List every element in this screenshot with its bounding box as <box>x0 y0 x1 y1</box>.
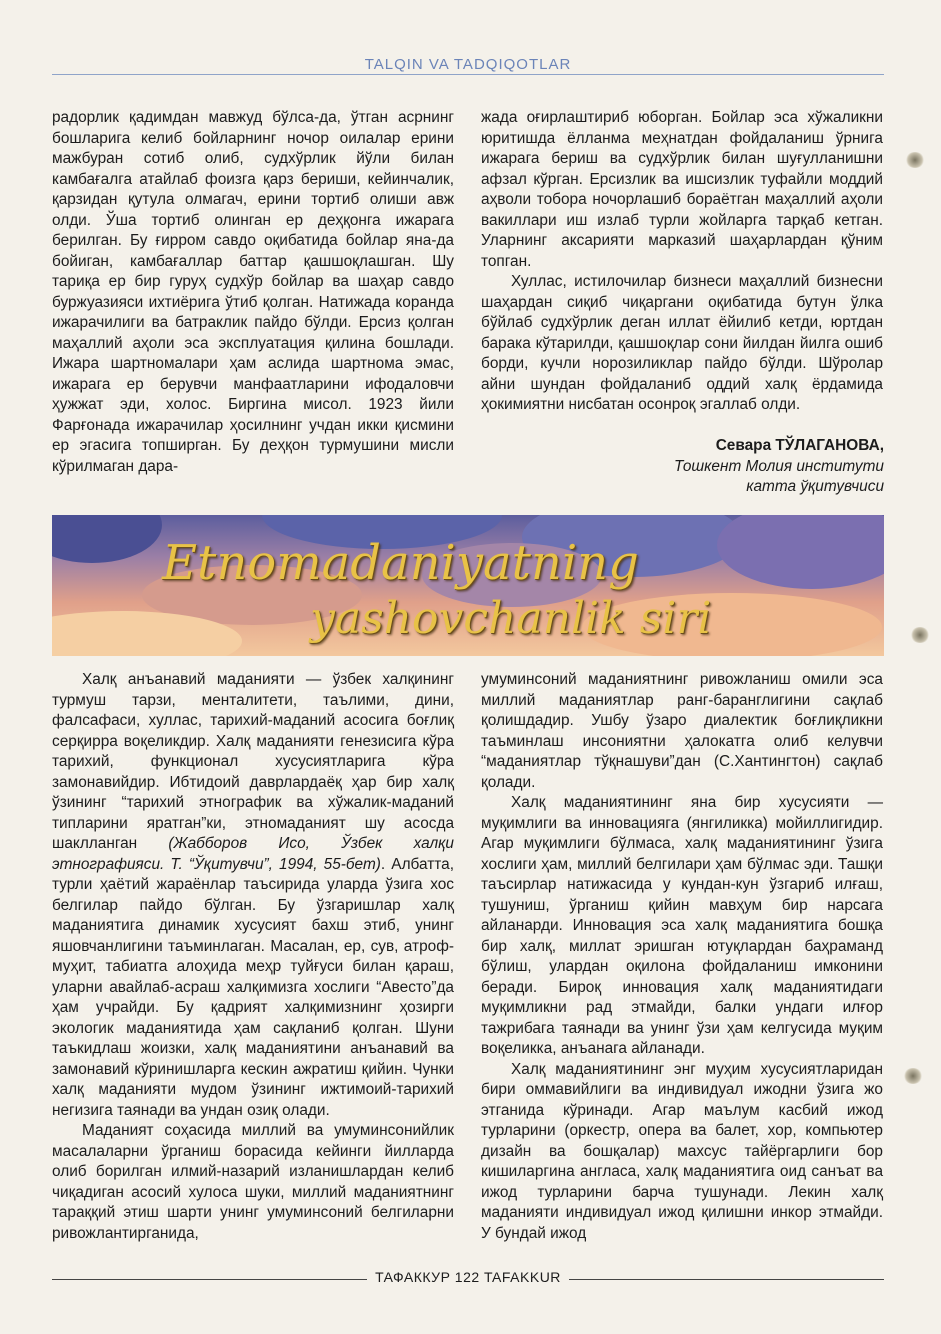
top-left-column <box>52 108 454 477</box>
header-title: TALQIN VA TADQIQOTLAR <box>357 56 580 73</box>
author-position: катта ўқитувчиси <box>746 478 884 495</box>
footer-label: ТАФАККУР 122 TAFAKKUR <box>367 1269 569 1285</box>
bottom-left-column <box>52 670 454 1244</box>
banner-title-line-1: Etnomadaniyatning <box>162 535 639 591</box>
article-title-banner <box>52 515 884 656</box>
header-rule <box>52 74 884 75</box>
paragraph: умуминсоний маданиятнинг ривожланиш омили эса миллий маданиятлар ранг-баранглигини сақлаб қолишдадир. Ушбу ўзаро диалектик боғлиқликни таъминлаш инсониятни ҳалокатга олиб келувчи “маданиятлар тўқнашуви”дан (С.Хантингтон) сақлаб қолади. <box>481 671 883 791</box>
binder-hole-icon <box>910 627 930 643</box>
paragraph-text: . Албатта, турли ҳаётий жараёнлар таъсирида уларда ўзига хос белгилар пайдо бўлган. Бу ўзгаришлар халқ маданиятига динамик хусусият бахш этиб, унинг яшовчанлигини таъминлаган. Масалан, ер, сув, атроф-муҳит, табиатга алоҳида меҳр туйғуси билан қараш, уларни авайлаб-асраш халқимизга хослиги “Авесто”да ҳам учрайди. Бу қадрият халқимизнинг ҳозирги экологик маданиятида ҳам сақланиб қолган. Шуни таъкидлаш жоизки, халқ маданиятини анъанавий ва замонавий кўринишларга кескин ажратиш қийин. Чунки халқ маданияти мудом ўзининг ижтимоий-тарихий негизига таянади ва ундан озиқ олади. <box>52 855 454 1119</box>
bottom-right-column <box>481 670 883 1244</box>
paragraph: Маданият соҳасида миллий ва умуминсонийлик масалаларни ўрганиш борасида кейинги йилларда олиб борилган илмий-назарий изланишлардан келиб чиқадиган асосий хулоса шуки, миллий маданиятнинг тараққий этиш шарти унинг умуминсоний белгиларни ривожлантирганида, <box>52 1122 454 1242</box>
top-right-column <box>481 108 883 416</box>
banner-title-line-2: yashovchanlik siri <box>310 593 712 644</box>
paragraph <box>52 670 454 1121</box>
binder-hole-icon <box>905 152 925 168</box>
paragraph: Халқ маданиятининг яна бир хусусияти — муқимлиги ва инновацияга (янгиликка) мойиллигидир. Агар муқимлиги бўлмаса, халқ маданиятининг ўзига хослиги ҳам, миллий белгилари ҳам бўлмас эди. Ташқи таъсирлар натижасида у кундан-кун ўзгариб илғаш, тушуниш, ўрганиш қийин мавҳум бир нарсага айланарди. Инновация эса халқ маданиятига бошқа бир халқ, миллат эришган ютуқлардан баҳраманд бўлиш, улардан оқилона фойдаланиш имконини беради. Бироқ инновация халқ маданиятидаги муқимликни рад этмайди, балки ундаги илғор тажрибага таянади ва унинг ўзи ҳам келгусида муқим воқеликка, анъанага айланади. <box>481 794 883 1057</box>
page-footer <box>52 1269 884 1289</box>
author-position: Тошкент Молия институти <box>673 457 884 475</box>
author-signature <box>560 436 884 498</box>
paragraph-text: Халқ анъанавий маданияти — ўзбек халқининг турмуш тарзи, менталитети, таълими, дини, фалсафаси, хуллас, тарихий-маданий асосига боғлиқ серқирра воқеликдир. Халқ маданияти генезисига кўра тарихий, функционал хусусиятларига кўра замонавийдир. Ибтидоий даврлардаёқ ҳар бир халқ ўзининг “тарихий этнографик ва хўжалик-маданий типларини яратган”ки, этномаданият шу асосда шаклланган <box>52 671 454 852</box>
paragraph: Халқ маданиятининг энг муҳим хусусиятларидан бири оммавийлиги ва индивидуал ижодни ўзига жо этганида кўринади. Агар маълум касбий ижод турларини (оркестр, опера ва балет, хор, компьютер дизайн ва бошқалар) махсус тайёргарлиги бор кишиларгина англаса, халқ маданиятига оид санъат ва ижод турларини барча тушунади. Лекин халқ маданияти индивидуал ижод қилишни инкор этмайди. У бундай ижод <box>481 1060 883 1242</box>
citation: (Жабборов Исо, Ўзбек халқи этнографияси. Т. “Ўқитувчи”, 1994, 55-бет) <box>52 835 454 873</box>
paragraph: радорлик қадимдан мавжуд бўлса-да, ўтган асрнинг бошларига келиб бойларнинг ночор оилалар ерини мажбуран сотиб олиб, судхўрлик йўли билан камбағалга атайлаб фоизга қарз бериши, кейинчалик, қарзидан қутула олмагач, ерини тортиб олиши авж олди. Ўша тортиб олинган ер деҳқонга ижарага берилган. Бу ғирром савдо оқибатида бойлар яна-да бойиган, камбағаллар баттар қашшоқлашган. Шу тариқа ер бир гуруҳ судхўр бойлар ва шаҳар савдо буржуазияси ихтиёрига ўтиб қолган. Натижада коранда ижарачилиги ва батраклик пайдо бўлди. Ерсиз қолган маҳаллий аҳоли эса эксплуатация қилина бошлади. Ижара шартномалари ҳам аслида шартнома эмас, ижарага ер берувчи манфаатларини ифодаловчи ҳужжат эди, холос. Биргина мисол. 1923 йили Фарғонада ижарачилар ҳосилнинг учдан икки қисмини ер эгасига топширган. Бу деҳқон турмушини мисли кўрилмаган дара- <box>52 109 454 475</box>
running-header <box>52 56 884 80</box>
binder-hole-icon <box>903 1068 923 1084</box>
paragraph: жада оғирлаштириб юборган. Бойлар эса хўжаликни юритишда ёлланма меҳнатдан фойдаланиш ўрнига ижарага бериш ва судхўрлик билан шуғулланишни афзал кўрган. Ерсизлик ва ишсизлик туфайли моддий аҳволи тобора ночорлашиб бораётган маҳаллий аҳоли вакиллари иш излаб турли жойларга тарқаб кетган. Уларнинг аксарияти марказий шаҳарлардан қўним топган. <box>481 109 883 270</box>
paragraph: Хуллас, истилочилар бизнеси маҳаллий бизнесни шаҳардан сиқиб чиқаргани оқибатида бутун ўлка бўйлаб судхўрлик деган иллат ёйилиб кетди, юртдан барака кўтарилди, қашшоқлар сони йилдан йилга ошиб борди, кучли норозиликлар пайдо бўлди. Шўролар айни шундан фойдаланиб оддий халқ ёрдамида ҳокимиятни нисбатан осонроқ эгаллаб олди. <box>481 273 883 413</box>
author-name: Севара ТЎЛАГАНОВА, <box>715 437 884 454</box>
